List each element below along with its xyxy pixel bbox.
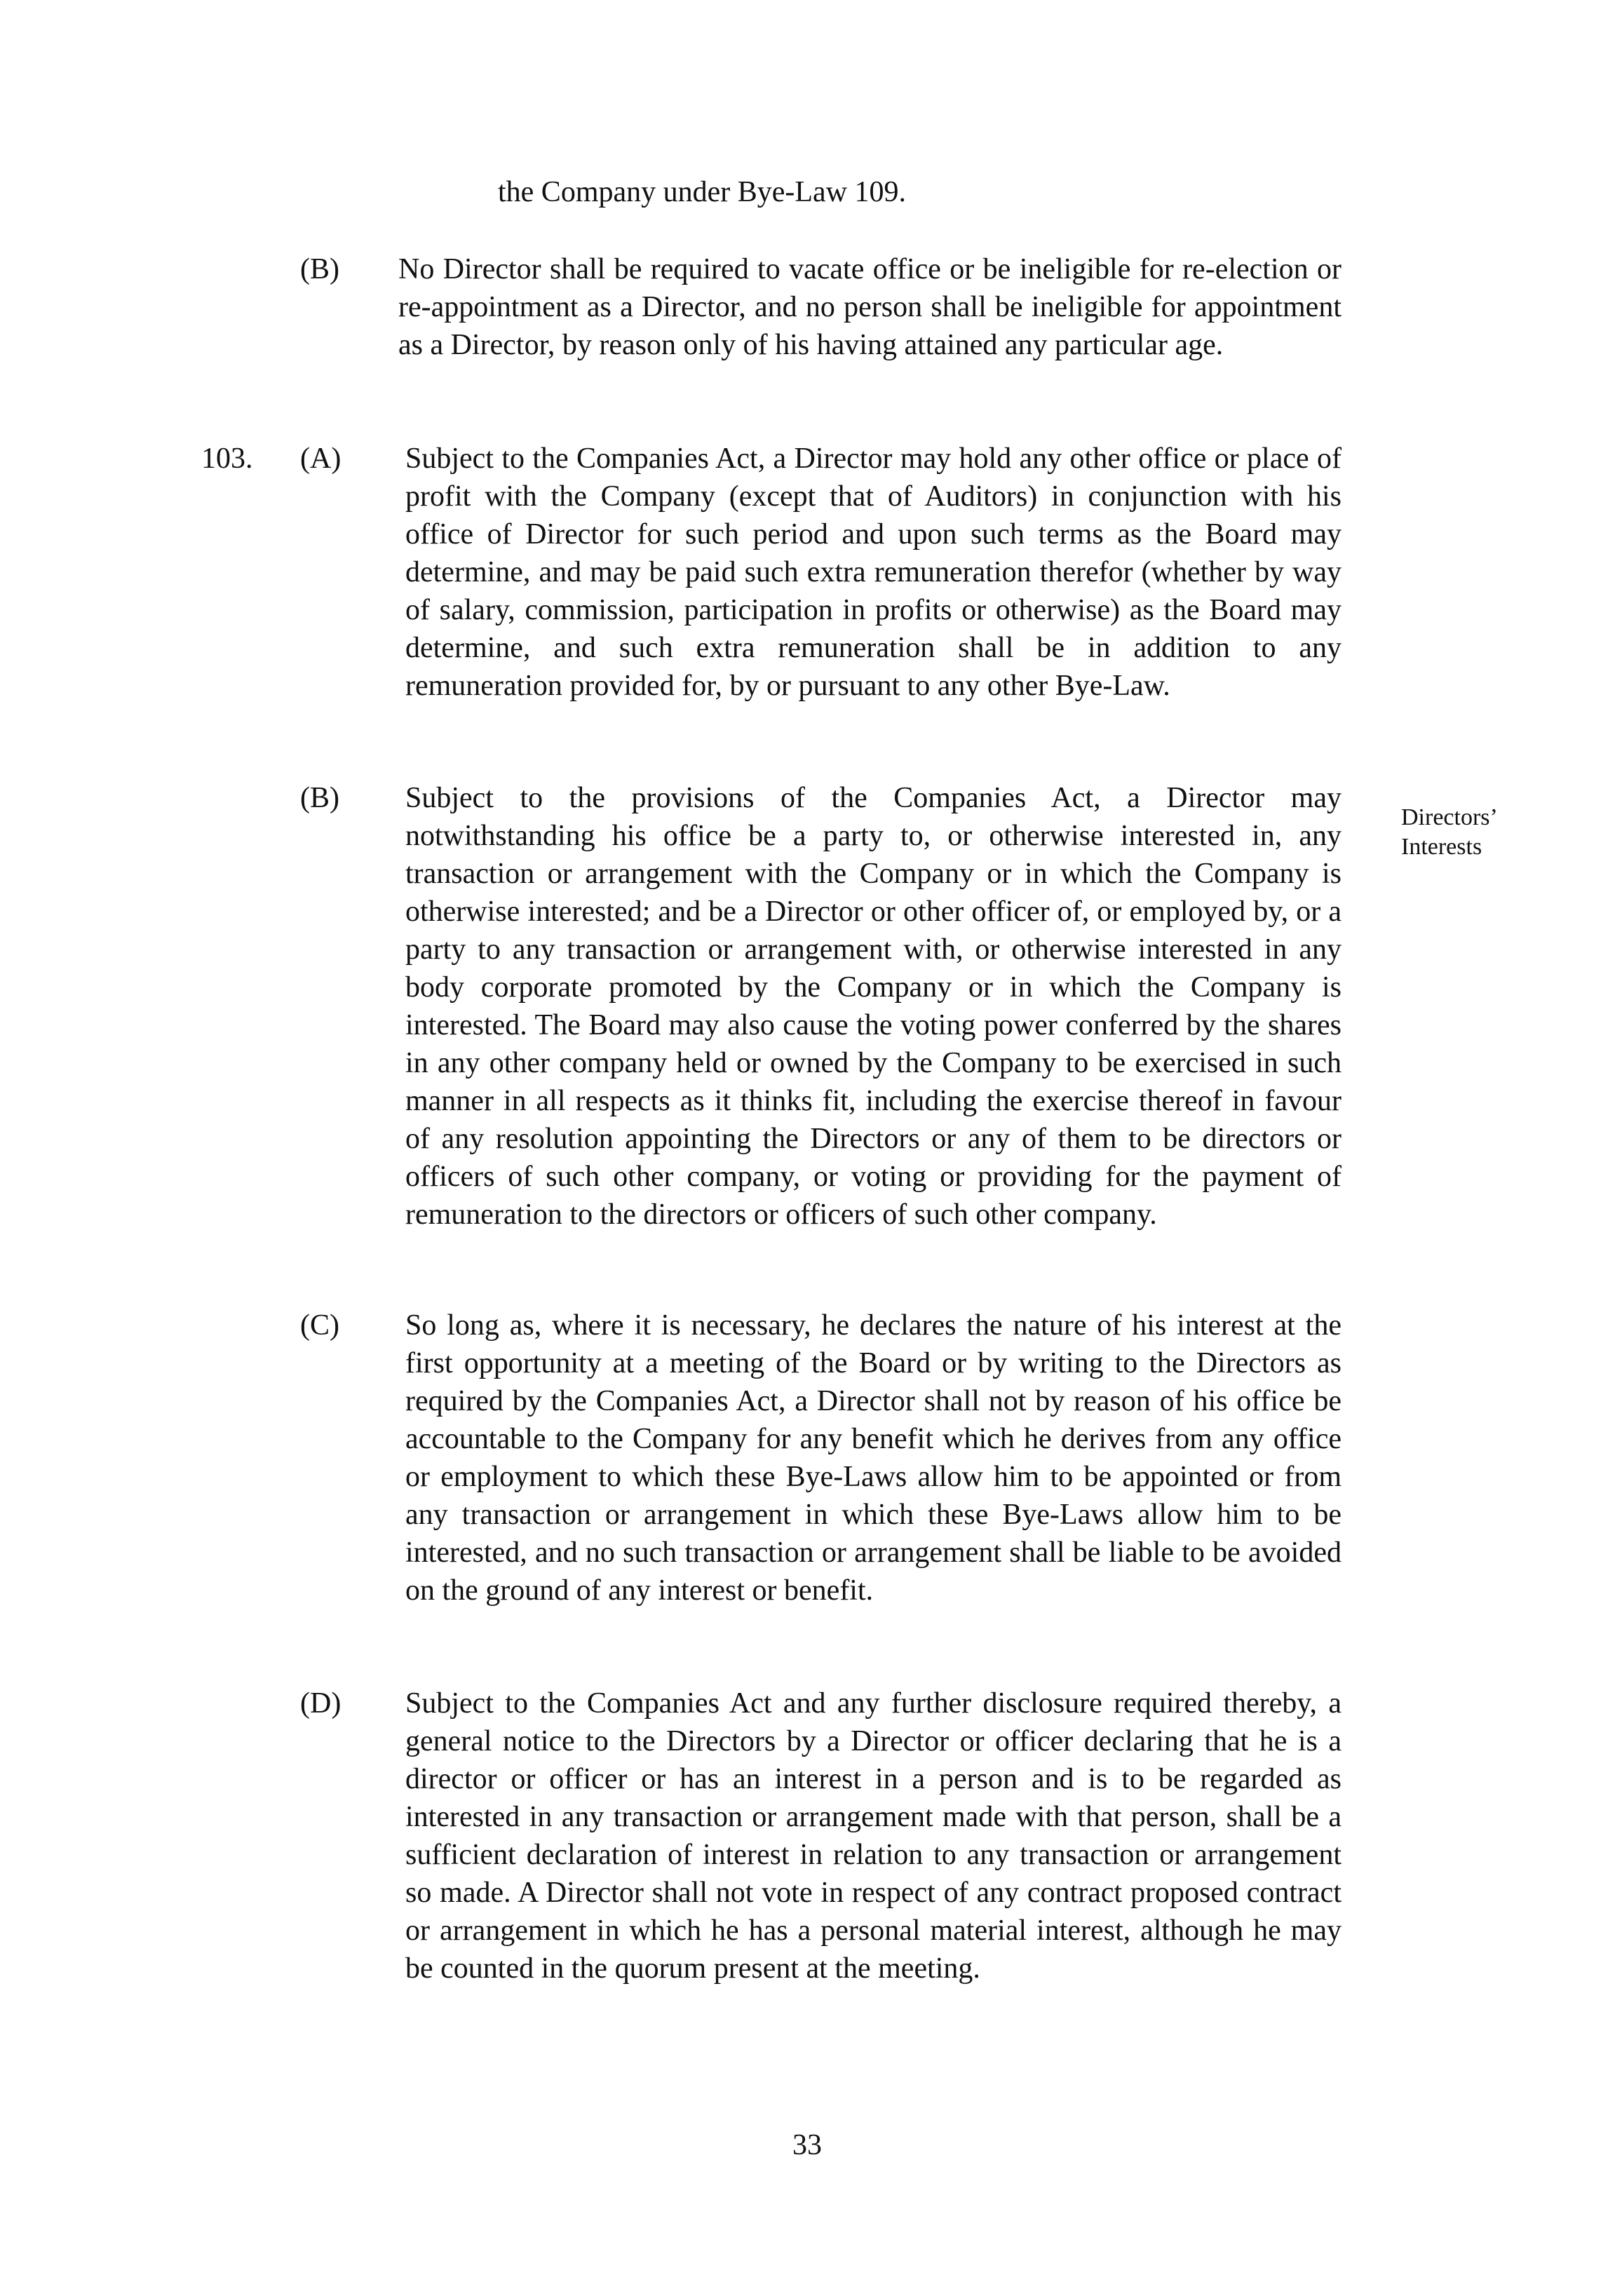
continuation-line: the Company under Bye-Law 109. [498,176,907,208]
clause-text-103a: Subject to the Companies Act, a Director may hold any other office or place of profit with the Company (except that of Auditors) in conjunction with his office of Director for such period and upon such terms as the Board may determine, and may be paid such extra remuneration therefor (whether by way of salary, commission, participation in profits or otherwise) as the Board may determine, and such extra remuneration shall be in addition to any remuneration provided for, by or pursuant to any other Bye-Law. [405,443,1341,702]
clause-text-102b: No Director shall be required to vacate office or be ineligible for re-election or re-appointment as a Director, and no person shall be ineligible for appointment as a Director, by reason only of his having attained any particular age. [398,253,1341,361]
clause-label-103d: (D) [300,1687,342,1720]
clause-text-103c: So long as, where it is necessary, he declares the nature of his interest at the first opportunity at a meeting of the Board or by writing to the Directors as required by the Companies Act, a Director shall not by reason of his office be accountable to the Company for any benefit which he derives from any office or employment to which these Bye-Laws allow him to be appointed or from any transaction or arrangement in which these Bye-Laws allow him to be interested, and no such transaction or arrangement shall be liable to be avoided on the ground of any interest or benefit. [405,1309,1341,1607]
margin-note-line-1: Directors’ [1401,804,1498,830]
section-number-103: 103. [201,443,253,475]
margin-note-directors-interests [1401,803,1569,862]
clause-label-103c: (C) [300,1309,339,1342]
clause-label-103a: (A) [300,443,342,475]
page-number: 33 [792,2129,822,2161]
clause-label-102b: (B) [300,253,339,285]
margin-note-line-2: Interests [1401,834,1482,860]
clause-text-103d: Subject to the Companies Act and any further disclosure required thereby, a general notice to the Directors by a Director or officer declaring that he is a director or officer or has an interest in a person and is to be regarded as interested in any transaction or arrangement made with that person, shall be a sufficient declaration of interest in relation to any transaction or arrangement so made. A Director shall not vote in respect of any contract proposed contract or arrangement in which he has a personal material interest, although he may be counted in the quorum present at the meeting. [405,1687,1341,1985]
clause-label-103b: (B) [300,782,339,814]
clause-text-103b: Subject to the provisions of the Companies Act, a Director may notwithstanding his office be a party to, or otherwise interested in, any transaction or arrangement with the Company or in which the Company is otherwise interested; and be a Director or other officer of, or employed by, or a party to any transaction or arrangement with, or otherwise interested in any body corporate promoted by the Company or in which the Company is interested. The Board may also cause the voting power conferred by the shares in any other company held or owned by the Company to be exercised in such manner in all respects as it thinks fit, including the exercise thereof in favour of any resolution appointing the Directors or any of them to be directors or officers of such other company, or voting or providing for the payment of remuneration to the directors or officers of such other company. [405,782,1341,1231]
